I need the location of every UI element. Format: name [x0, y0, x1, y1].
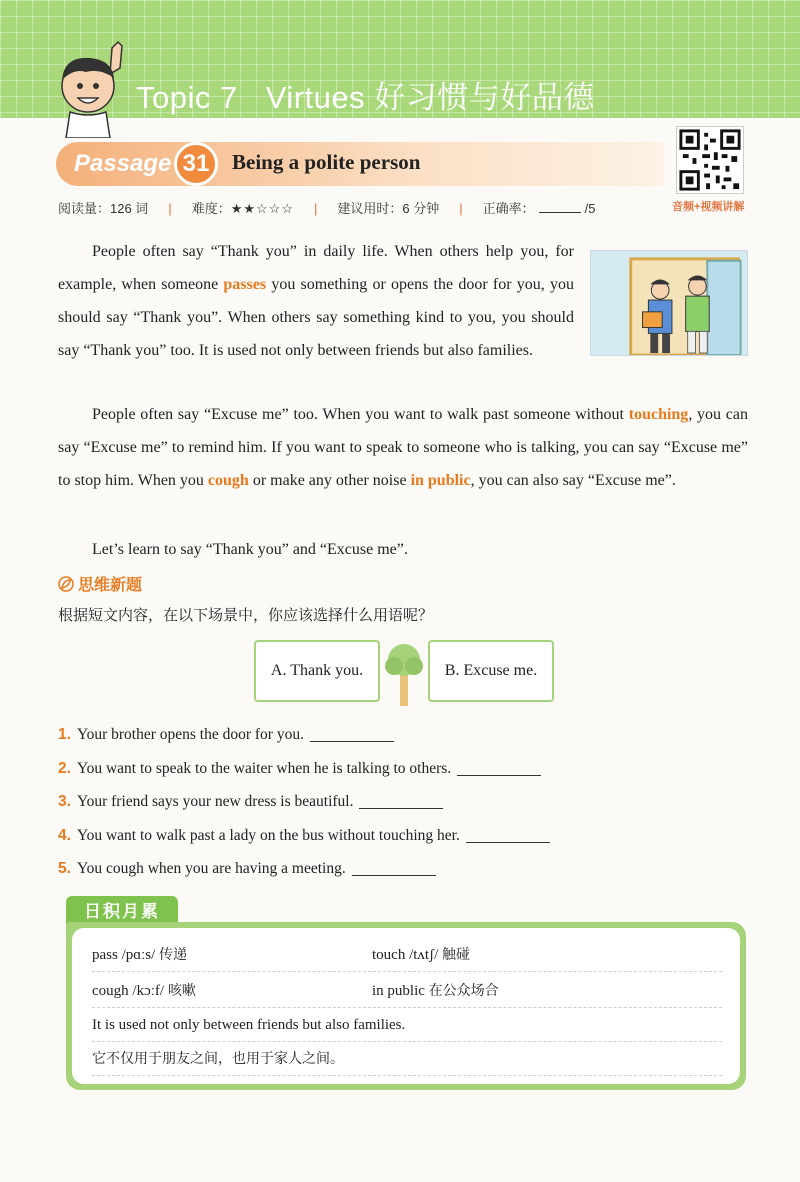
- passage-label: Passage: [74, 150, 172, 177]
- answer-blank[interactable]: [359, 791, 443, 809]
- leaf-icon: [58, 576, 74, 592]
- paragraph-3: [58, 533, 748, 566]
- vocab-word: touch /tʌtʃ/: [372, 947, 439, 963]
- qr-code-icon[interactable]: [676, 126, 744, 194]
- answer-blank[interactable]: [310, 724, 394, 742]
- accuracy-label: 正确率：: [482, 201, 535, 216]
- paragraph-1-text: People often say “Thank you” in daily life. When others help you, for example, when someone: [58, 243, 574, 293]
- choice-thank-you: A. Thank you.: [254, 640, 380, 702]
- exercise-item-2: [58, 752, 758, 786]
- vocab-word: pass /pɑːs/: [92, 947, 156, 963]
- item-number: 1.: [58, 726, 71, 743]
- paragraph-2-text: , you can also say “Excuse me”.: [470, 472, 676, 489]
- choice-excuse-me: B. Excuse me.: [428, 640, 554, 702]
- paragraph-3-text: Let’s learn to say “Thank you” and “Excuse me”.: [92, 541, 408, 558]
- topic-title: [136, 72, 595, 117]
- exercise-section-label: 思维新题: [78, 577, 143, 594]
- passage-banner: [56, 142, 664, 186]
- answer-blank[interactable]: [466, 825, 550, 843]
- passage-number: 31: [174, 142, 218, 186]
- vocab-meaning: 触碰: [442, 947, 470, 963]
- topic-name: Virtues 好习惯与好品德: [265, 80, 595, 115]
- separator: |: [168, 201, 172, 216]
- paragraph-2-text: People often say “Excuse me” too. When you want to walk past someone without: [92, 406, 629, 423]
- keyword-cough: cough: [207, 472, 249, 489]
- exercise-item-4: [58, 819, 758, 853]
- item-text: You want to speak to the waiter when he is talking to others.: [76, 759, 452, 777]
- suggested-time: 建议用时：6 分钟: [337, 201, 440, 216]
- keyword-passes: passes: [223, 276, 267, 293]
- item-text: You want to walk past a lady on the bus without touching her.: [76, 826, 460, 844]
- exercise-item-3: [58, 785, 758, 819]
- paragraph-2-text: or make any other noise: [248, 472, 411, 489]
- answer-blank[interactable]: [352, 858, 436, 876]
- vocab-tab: 日积月累: [66, 896, 178, 928]
- vocab-word: cough /kɔːf/: [92, 983, 165, 999]
- vocab-sentence-cn: 它不仅用于朋友之间，也用于家人之间。: [92, 1042, 722, 1076]
- item-number: 3.: [58, 793, 71, 810]
- paragraph-1: [58, 235, 574, 367]
- keyword-touching: touching: [628, 406, 689, 423]
- item-text: Your brother opens the door for you.: [76, 726, 304, 743]
- paragraph-2: [58, 398, 748, 497]
- exercise-question: 根据短文内容，在以下场景中，你应该选择什么用语呢？: [58, 606, 434, 624]
- separator: |: [459, 201, 463, 216]
- paragraph-2-text: , you can say “Excuse me” to remind him. If you want to speak to someone who is talking, you can say “Excuse me” to stop him. When you: [58, 406, 749, 489]
- vocab-meaning: 传递: [159, 947, 188, 963]
- exercise-item-1: [58, 718, 758, 752]
- passage-title: Being a polite person: [232, 150, 421, 174]
- vocab-content: [72, 928, 740, 1084]
- vocab-meaning: 在公众场合: [428, 983, 499, 999]
- vocab-sentence-en: It is used not only between friends but also families.: [92, 1008, 722, 1042]
- word-count: 阅读量：126 词: [58, 201, 149, 216]
- separator: |: [314, 201, 318, 216]
- door-scene-illustration: [590, 250, 748, 356]
- item-text: You cough when you are having a meeting.: [76, 860, 346, 877]
- item-number: 4.: [58, 826, 71, 844]
- accuracy-total: /5: [584, 201, 596, 216]
- exercise-items: [58, 718, 758, 886]
- vocab-box: [66, 922, 746, 1090]
- topic-header: [0, 0, 800, 118]
- answer-blank[interactable]: [457, 758, 541, 776]
- qr-caption: 音频+视频讲解: [672, 201, 745, 213]
- vocab-meaning: 咳嗽: [167, 983, 196, 999]
- exercise-item-5: [58, 852, 758, 886]
- passage-meta: [58, 198, 595, 217]
- boy-mascot-illustration: [50, 38, 140, 138]
- exercise-section-title: [58, 572, 142, 595]
- difficulty-stars: ★★☆☆☆: [230, 201, 294, 216]
- difficulty-label: 难度：: [191, 201, 231, 216]
- paragraph-1-text: you something or opens the door for you, you should say “Thank you”. When others say something kind to you, you should say “Thank you” too. It is used not only between friends but also families.: [58, 276, 574, 359]
- vocab-word: in public: [372, 983, 425, 999]
- accuracy-blank[interactable]: [539, 212, 581, 213]
- keyword-in-public: in public: [410, 472, 471, 489]
- tree-icon: [382, 638, 426, 706]
- item-text: Your friend says your new dress is beautiful.: [76, 793, 354, 810]
- topic-label: Topic 7: [136, 80, 238, 115]
- vocab-row: [92, 938, 722, 972]
- item-number: 2.: [58, 759, 71, 777]
- vocab-row: [92, 974, 722, 1008]
- item-number: 5.: [58, 860, 71, 877]
